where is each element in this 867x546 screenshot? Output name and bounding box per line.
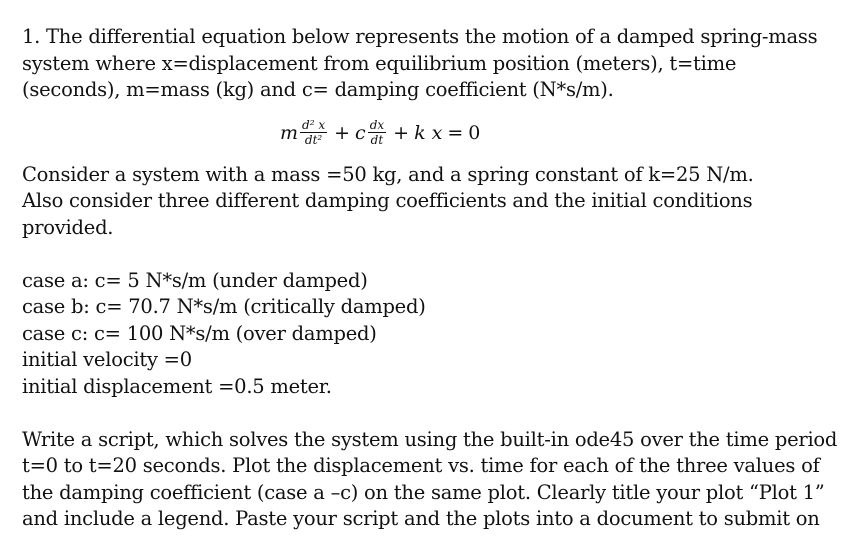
eq-frac-denominator: dt <box>370 133 384 147</box>
text-line: the damping coefficient (case a –c) on the same plot. Clearly title your plot “Plot 1” <box>22 480 825 504</box>
text-line: Also consider three different damping coefficients and the initial conditions <box>22 189 753 212</box>
intro-paragraph <box>22 24 852 104</box>
differential-equation <box>22 104 852 162</box>
case-item: case a: c= 5 N*s/m (under damped) <box>22 268 368 292</box>
eq-frac-numerator: d² x <box>302 118 326 132</box>
problem-document <box>22 24 852 533</box>
eq-second-derivative <box>300 118 327 147</box>
eq-plus: + <box>393 121 410 144</box>
case-item: case c: c= 100 N*s/m (over damped) <box>22 321 377 345</box>
text-line: and include a legend. Paste your script and the plots into a document to submit on <box>22 507 820 530</box>
case-item: initial displacement =0.5 meter. <box>22 374 332 398</box>
eq-zero: 0 <box>468 121 481 144</box>
text-line: (seconds), m=mass (kg) and c= damping coefficient (N*s/m). <box>22 78 614 101</box>
eq-equals: = <box>447 121 464 144</box>
eq-damping-symbol: c <box>355 121 366 144</box>
eq-mass-symbol: m <box>280 121 299 144</box>
text-line: t=0 to t=20 seconds. Plot the displacement vs. time for each of the three values of <box>22 454 820 477</box>
spacer <box>22 241 852 268</box>
case-item: case b: c= 70.7 N*s/m (critically damped) <box>22 295 426 318</box>
text-line: provided. <box>22 215 114 239</box>
instructions-paragraph <box>22 427 852 533</box>
cases-list <box>22 268 852 401</box>
spacer <box>22 400 852 427</box>
case-item: initial velocity =0 <box>22 348 192 371</box>
text-line: Consider a system with a mass =50 kg, and a spring constant of k=25 N/m. <box>22 162 754 186</box>
eq-spring-term: k x <box>414 121 443 144</box>
system-paragraph <box>22 162 852 242</box>
eq-plus: + <box>334 121 351 144</box>
text-line: Write a script, which solves the system using the built-in ode45 over the time period <box>22 427 838 451</box>
eq-frac-denominator: dt² <box>304 133 323 147</box>
text-line: 1. The differential equation below represents the motion of a damped spring-mass <box>22 25 818 48</box>
text-line: system where x=displacement from equilibrium position (meters), t=time <box>22 51 737 75</box>
eq-first-derivative <box>368 118 386 147</box>
eq-frac-numerator: dx <box>369 118 385 132</box>
